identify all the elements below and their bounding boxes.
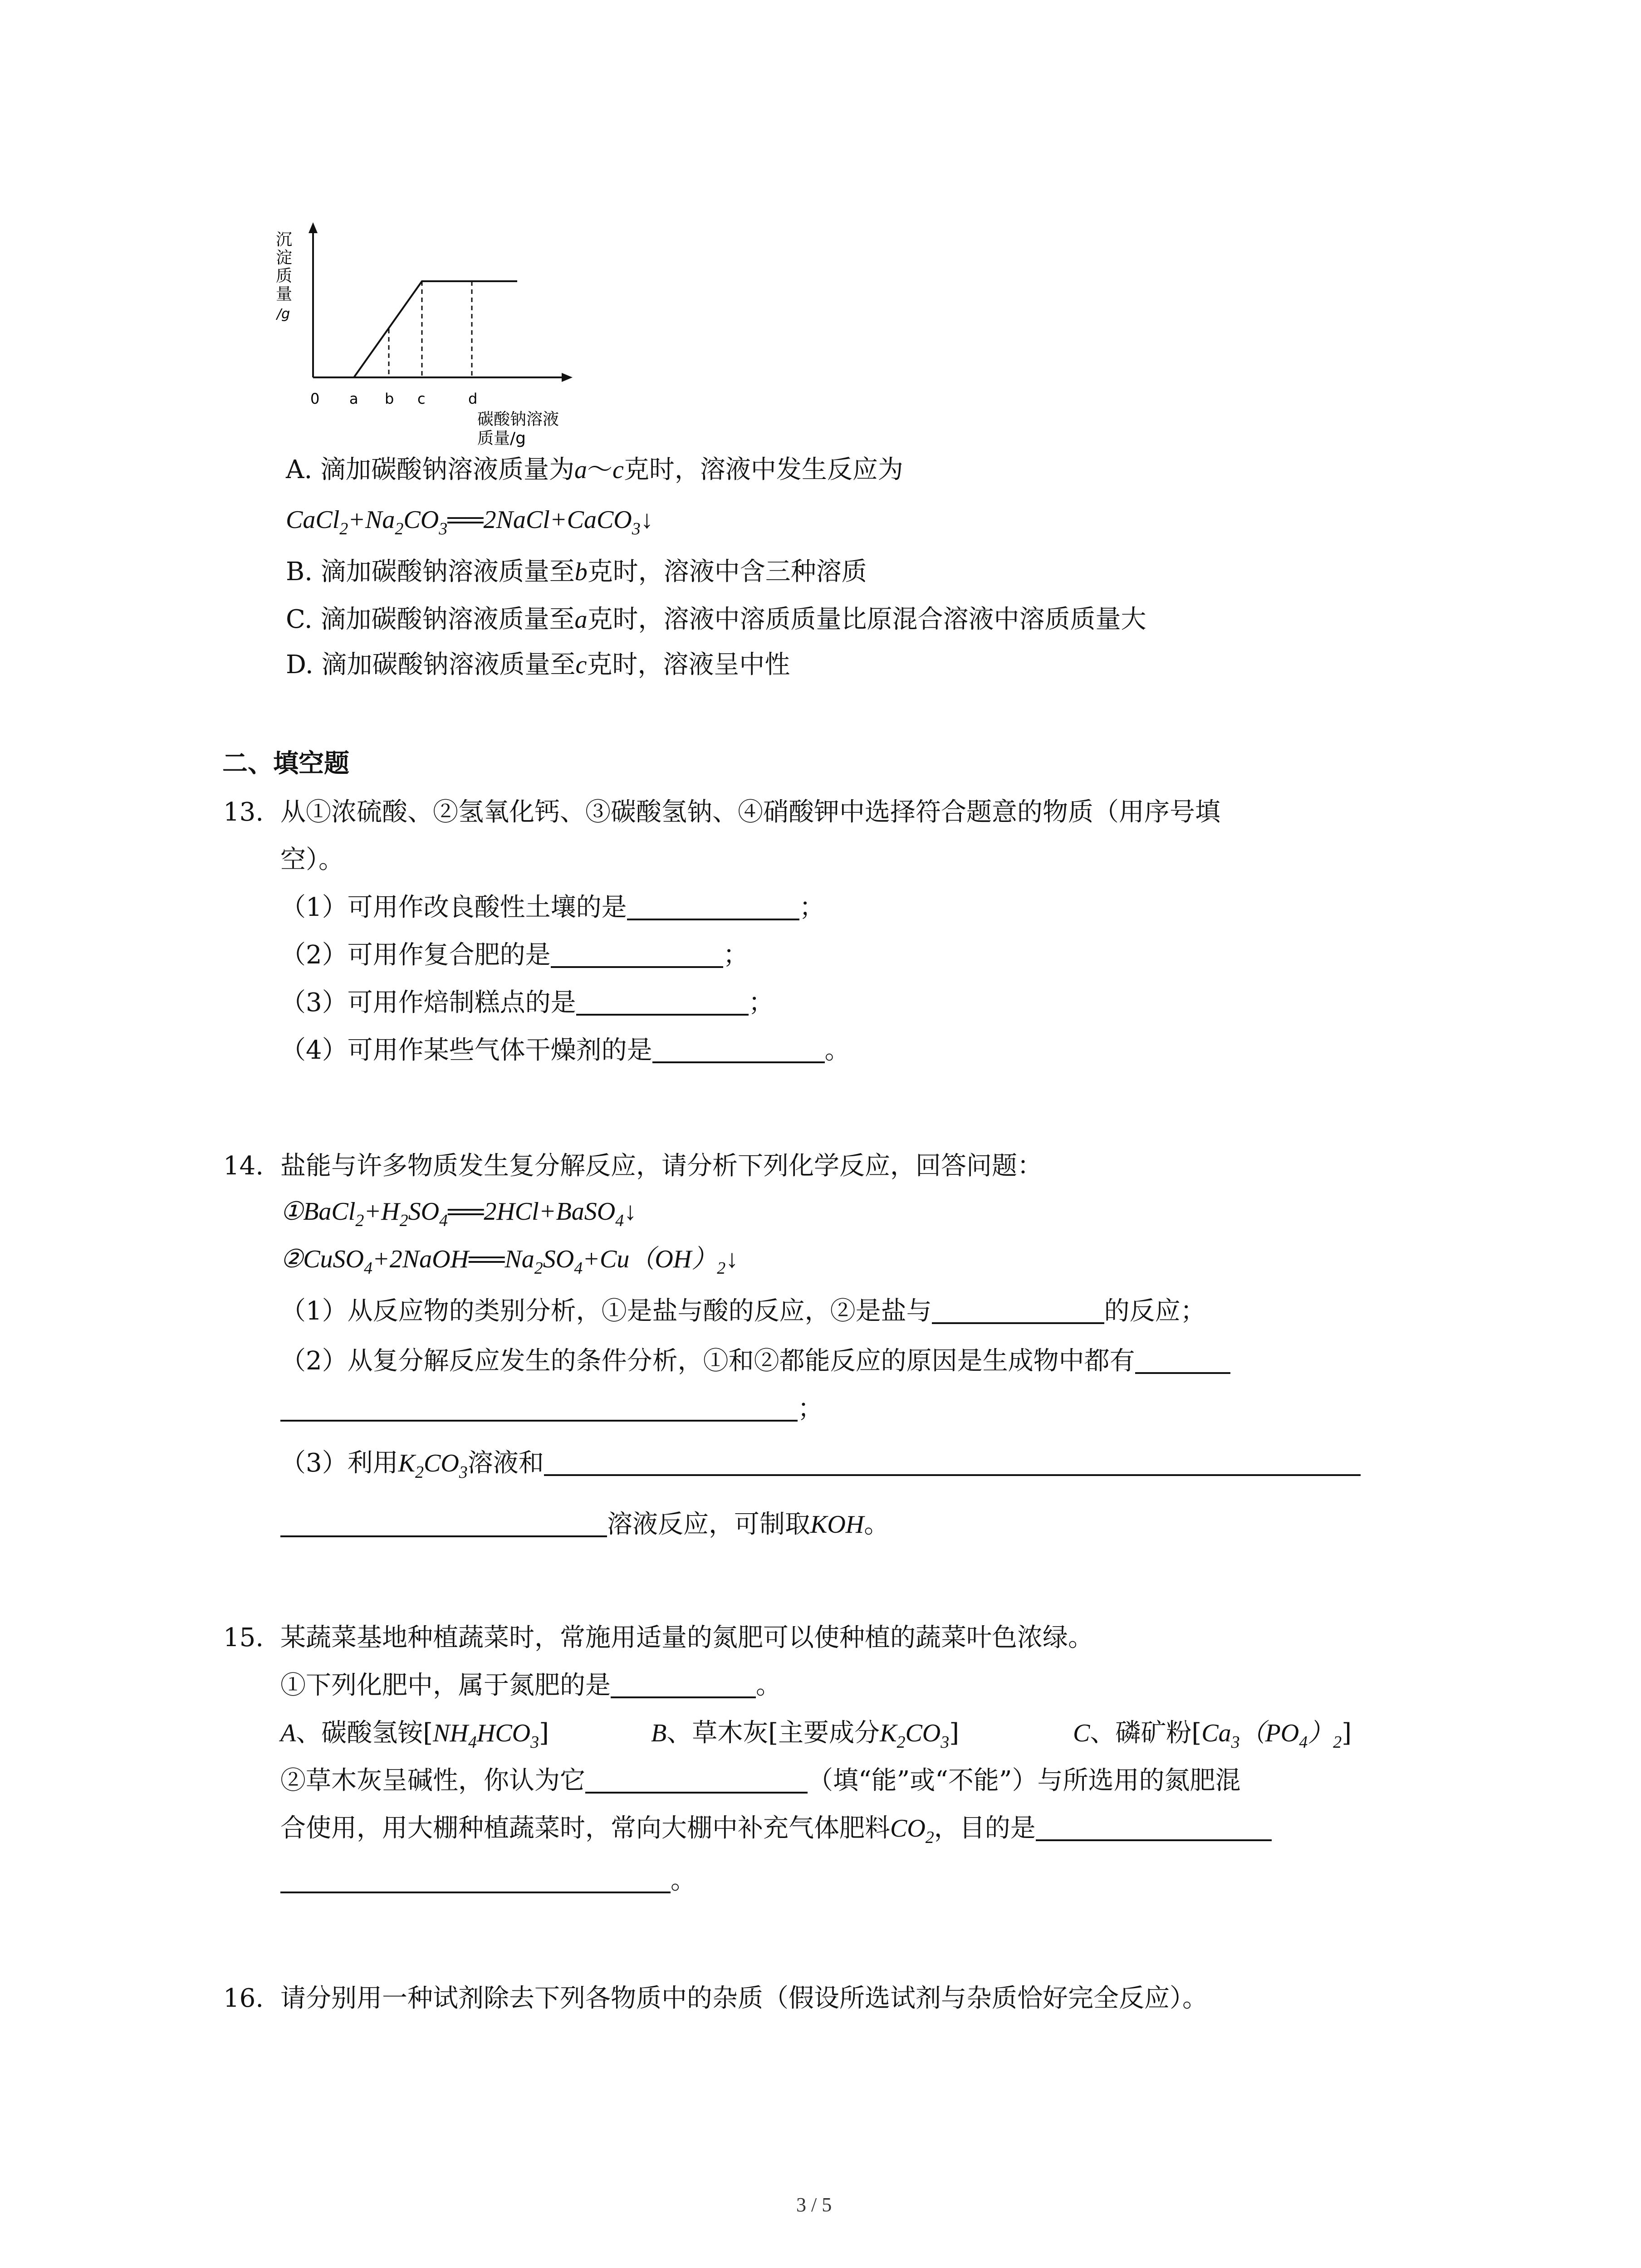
graph-y-label-4: 量	[276, 285, 293, 303]
q14-sub3-text: （3）利用	[280, 1448, 398, 1478]
q15-part2	[280, 1765, 1241, 1797]
q13-sub4-end: 。	[824, 1036, 850, 1065]
eq-part: ②CuSO	[280, 1245, 364, 1273]
answer-blank[interactable]	[627, 893, 799, 920]
eq-part: Ca	[1201, 1719, 1231, 1747]
eq-part: ↓	[624, 1198, 637, 1226]
eq-sub: 3	[459, 1463, 468, 1482]
eq-sub: 4	[615, 1211, 624, 1230]
q12-option-c	[286, 603, 1146, 636]
answer-blank[interactable]	[611, 1671, 756, 1698]
q15-part1	[280, 1669, 781, 1702]
q14-equation-2	[280, 1243, 738, 1285]
answer-blank[interactable]	[544, 1449, 1361, 1476]
answer-blank[interactable]	[1036, 1814, 1272, 1841]
q12-option-a-mid: ～	[587, 455, 613, 484]
eq-sub: 2	[534, 1259, 543, 1278]
eq-sub: 4	[468, 1733, 477, 1752]
q13-sub1-text: （1）可用作改良酸性土壤的是	[280, 893, 627, 922]
q15-option-a	[280, 1717, 549, 1759]
q15-part3-mid: ，目的是	[934, 1813, 1036, 1843]
q15-option-c-label: C	[1073, 1719, 1090, 1747]
graph-origin-label: 0	[310, 390, 320, 407]
q12-option-a-suffix: 克时，溶液中发生反应为	[623, 455, 903, 484]
graph-y-label-3: 质	[276, 267, 293, 285]
q12-option-d-prefix: D. 滴加碳酸钠溶液质量至	[286, 650, 576, 679]
q12-option-b-suffix: 克时，溶液中含三种溶质	[587, 557, 867, 587]
q13-sub3-end: ；	[748, 988, 774, 1017]
q15-part4-end: 。	[671, 1866, 696, 1895]
q13-sub3	[280, 987, 774, 1019]
page-number: 3 / 5	[796, 2194, 832, 2216]
eq-part: ]	[539, 1718, 549, 1748]
q13-sub4-text: （4）可用作某些气体干燥剂的是	[280, 1036, 652, 1065]
graph-tick-b: b	[385, 390, 394, 407]
q13-sub2	[280, 939, 749, 972]
q14-sub3	[280, 1447, 1361, 1489]
q15-part1-text: ①下列化肥中，属于氮肥的是	[280, 1671, 611, 1700]
q15-part3	[280, 1812, 1272, 1854]
q13-stem-line1: 从①浓硫酸、②氢氧化钙、③碳酸氢钠、④硝酸钾中选择符合题意的物质（用序号填	[280, 797, 1220, 827]
graph-y-label-2: 淀	[276, 249, 293, 267]
answer-blank[interactable]	[585, 1766, 808, 1794]
eq-part: ↓	[725, 1245, 739, 1273]
q13-sub1-end: ；	[799, 893, 825, 922]
q12-option-a	[286, 454, 903, 486]
q15-option-c	[1073, 1717, 1352, 1759]
answer-blank[interactable]	[1135, 1347, 1230, 1374]
eq-sub: 2	[1333, 1733, 1342, 1752]
q14-equation-1	[280, 1195, 637, 1237]
eq-sub: 3	[1231, 1733, 1240, 1752]
q14-sub3-cont	[280, 1508, 889, 1541]
eq-part: ）	[1308, 1719, 1333, 1747]
q15-option-a-text: 、碳酸氢铵[	[296, 1718, 433, 1748]
eq-sub: 2	[925, 1828, 934, 1847]
q12-option-a-prefix: A. 滴加碳酸钠溶液质量为	[286, 455, 575, 484]
q12-option-b-var: b	[574, 558, 588, 586]
eq-part: CO	[905, 1719, 941, 1747]
graph-y-label-5: /g	[277, 306, 290, 322]
q15-part2-end: （填“能”或“不能”）与所选用的氮肥混	[808, 1766, 1241, 1795]
graph-x-label-2: 质量/g	[477, 429, 526, 448]
q14-sub1-end: 的反应；	[1104, 1296, 1206, 1326]
eq-part: K	[880, 1719, 897, 1747]
q14-sub2-text: （2）从复分解反应发生的条件分析，①和②都能反应的原因是生成物中都有	[280, 1346, 1135, 1376]
eq-part: ↓	[640, 506, 653, 534]
q13-sub2-end: ；	[723, 940, 749, 970]
q12-option-d-var: c	[575, 651, 587, 679]
answer-blank[interactable]	[280, 1394, 798, 1422]
eq-part: HCO	[476, 1719, 531, 1747]
q13-sub4	[280, 1034, 850, 1067]
eq-sub: 2	[395, 519, 404, 538]
precipitate-graph	[263, 218, 608, 463]
q13-number: 13.	[223, 797, 264, 827]
q14-sub2	[280, 1345, 1230, 1378]
eq-part: ══2NaCl+CaCO	[447, 506, 632, 534]
eq-part: SO	[543, 1245, 574, 1273]
q12-option-b	[286, 556, 867, 588]
graph-x-arrow	[562, 373, 573, 382]
eq-sub: 4	[364, 1259, 372, 1278]
q15-option-c-text: 、磷矿粉[	[1090, 1718, 1202, 1748]
answer-blank[interactable]	[551, 941, 723, 968]
eq-sub: 2	[415, 1463, 424, 1482]
graph-x-label-1: 碳酸钠溶液	[477, 410, 559, 429]
q15-stem: 某蔬菜基地种植蔬菜时，常施用适量的氮肥可以使种植的蔬菜叶色浓绿。	[280, 1623, 1093, 1652]
q14-sub3-mid: 溶液和	[467, 1448, 544, 1478]
q13-sub1	[280, 891, 825, 924]
answer-blank[interactable]	[652, 1036, 825, 1063]
graph-tick-a: a	[349, 390, 358, 407]
eq-sub: 4	[439, 1211, 448, 1230]
q14-sub1	[280, 1295, 1206, 1328]
q12-option-d	[286, 649, 790, 681]
section-heading: 二、填空题	[222, 749, 349, 778]
eq-part: （PO	[1239, 1719, 1299, 1747]
graph-y-label-1: 沉	[276, 230, 293, 249]
q15-part4	[280, 1864, 696, 1897]
q14-stem: 盐能与许多物质发生复分解反应，请分析下列化学反应，回答问题：	[280, 1151, 1043, 1181]
q15-part2-text: ②草木灰呈碱性，你认为它	[280, 1766, 585, 1795]
q12-option-c-prefix: C. 滴加碳酸钠溶液质量至	[286, 605, 575, 634]
eq-sub: 3	[632, 519, 641, 538]
q15-option-b	[651, 1717, 959, 1759]
q13-stem-line2: 空）。	[280, 845, 344, 875]
graph-tick-c: c	[417, 390, 426, 407]
eq-sub: 3	[439, 519, 448, 538]
q12-option-a-var2: c	[612, 456, 624, 484]
q14-sub3-koh: KOH	[810, 1510, 864, 1539]
q13-sub3-text: （3）可用作焙制糕点的是	[280, 988, 576, 1017]
eq-part: ]	[1342, 1718, 1352, 1748]
q16-stem: 请分别用一种试剂除去下列各物质中的杂质（假设所选试剂与杂质恰好完全反应）。	[280, 1984, 1208, 2013]
eq-part: ══2HCl+BaSO	[448, 1198, 616, 1226]
eq-part: ]	[949, 1718, 960, 1748]
q12-option-b-prefix: B. 滴加碳酸钠溶液质量至	[286, 557, 575, 587]
eq-part: ①BaCl	[280, 1198, 356, 1226]
q14-sub1-text: （1）从反应物的类别分析，①是盐与酸的反应，②是盐与	[280, 1296, 932, 1326]
graph-y-arrow	[309, 222, 318, 233]
eq-part: NH	[433, 1719, 468, 1747]
eq-part: +2NaOH══Na	[372, 1245, 534, 1273]
q15-option-b-text: 、草木灰[主要成分	[666, 1718, 880, 1748]
q12-option-c-suffix: 克时，溶液中溶质质量比原混合溶液中溶质质量大	[587, 605, 1146, 634]
q14-sub3-formula	[398, 1449, 468, 1482]
graph-tick-d: d	[468, 390, 478, 407]
q14-sub3-end: 。	[864, 1510, 890, 1539]
q16-number: 16.	[223, 1984, 264, 2013]
eq-sub: 3	[941, 1733, 950, 1752]
eq-sub: 2	[399, 1211, 408, 1230]
q12-equation-a	[286, 503, 653, 545]
q14-sub2-cont	[280, 1393, 823, 1425]
eq-part: +Na	[348, 506, 395, 534]
q14-number: 14.	[223, 1151, 264, 1181]
q12-option-c-var: a	[574, 606, 588, 634]
q14-sub2-end: ；	[798, 1394, 823, 1423]
answer-blank[interactable]	[932, 1297, 1104, 1324]
eq-sub: 3	[530, 1733, 539, 1752]
eq-part: +H	[364, 1198, 400, 1226]
eq-sub: 4	[1299, 1733, 1308, 1752]
q13-sub2-text: （2）可用作复合肥的是	[280, 940, 551, 970]
q14-sub3-cont-text: 溶液反应，可制取	[607, 1510, 810, 1539]
eq-part: CO	[890, 1814, 926, 1843]
eq-sub: 2	[896, 1733, 906, 1752]
q15-part1-end: 。	[756, 1671, 781, 1700]
q15-option-b-label: B	[651, 1719, 667, 1747]
answer-blank[interactable]	[280, 1866, 671, 1893]
eq-part: K	[398, 1449, 415, 1477]
eq-part: CaCl	[286, 506, 340, 534]
q12-option-d-suffix: 克时，溶液呈中性	[587, 650, 790, 679]
q15-option-a-label: A	[280, 1719, 296, 1747]
eq-sub: 4	[574, 1259, 583, 1278]
eq-part: SO	[408, 1198, 440, 1226]
eq-part: CO	[424, 1449, 459, 1477]
eq-sub: 2	[355, 1211, 364, 1230]
eq-sub: 2	[339, 519, 348, 538]
eq-part: +Cu（OH）	[583, 1245, 717, 1273]
answer-blank[interactable]	[280, 1510, 607, 1537]
q15-part3-text: 合使用，用大棚种植蔬菜时，常向大棚中补充气体肥料	[280, 1813, 890, 1843]
eq-sub: 2	[717, 1259, 726, 1278]
graph-curve	[313, 281, 517, 377]
answer-blank[interactable]	[576, 988, 749, 1016]
q15-number: 15.	[223, 1623, 264, 1652]
eq-part: CO	[403, 506, 439, 534]
q12-option-a-var1: a	[574, 456, 588, 484]
